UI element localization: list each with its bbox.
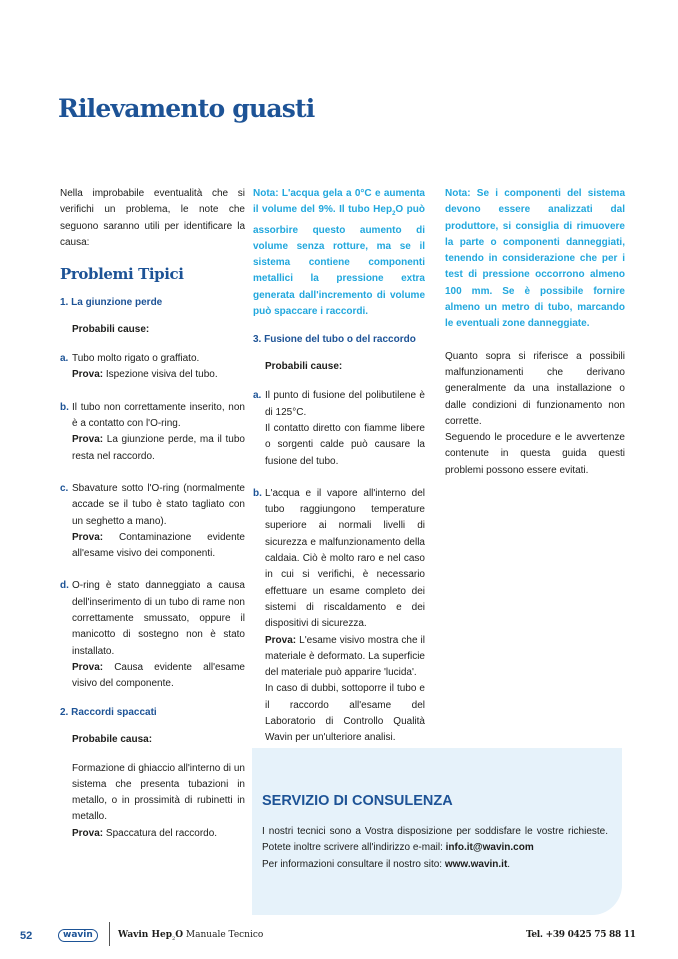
column-2 xyxy=(253,186,425,747)
causes-label: Probabili cause: xyxy=(72,324,150,336)
website-link[interactable]: www.wavin.it xyxy=(444,858,508,870)
closing-text: Quanto sopra si riferisce a possibili malfunzionamenti che derivano generalmente da una installazione o dalle condizioni di funzionamento non corrette. Seguendo le procedure e le avvertenze contenute in questa guida questi problemi possono essere evitati. xyxy=(445,350,625,476)
service-box xyxy=(252,748,622,915)
cause-ice: Formazione di ghiaccio all'interno di un sistema che presenta tubazioni in metallo, o in prossimità di rubinetti in metallo. Prova: Spaccatura del raccordo. xyxy=(72,762,245,839)
page-title: Rilevamento guasti xyxy=(58,94,315,123)
intro-text: Nella improbabile eventualità che si verifichi un problema, le note che seguono saranno utili per identificare la causa: xyxy=(60,188,245,248)
causes-label: Probabili cause: xyxy=(265,361,343,373)
note-analysis: Nota: Se i componenti del sistema devono essere analizzati dal produttore, si consiglia di rimuovere la parte o componenti danneggiati, tenendo in considerazione che per i test di pressione occorrono almeno 100 mm. Se è possibile fornire almeno un metro di tubo, marcando le eventuali zone danneggiate. xyxy=(445,188,625,330)
causes-label: Probabile causa: xyxy=(72,733,153,745)
service-text: I nostri tecnici sono a Vostra disposizione per soddisfare le vostre richieste. Potete inoltre scrivere all'indirizzo e-mail: info.it@wavin.com Per informazioni consultare il nostro sito: www.wavin.it. xyxy=(262,826,608,870)
service-title: SERVIZIO DI CONSULENZA xyxy=(262,793,453,809)
cause-c: c. Sbavature sotto l'O-ring (normalmente accade se il tubo è stato tagliato con un seghetto a mano). Prova: Contaminazione evidente all'esame visivo dei componenti. xyxy=(60,482,245,560)
cause-3b: b. L'acqua e il vapore all'interno del tubo raggiungono temperature superiore ai normali livelli di sicurezza e malfunzionamento della caldaia. Ciò è molto raro e nel caso in cui si verifichi, è necessario effettuare un esame completo dei sistemi di riscaldamento e dei dispositivi di sicurezza. Prova: L'esame visivo mostra che il materiale è deformato. La superficie del materiale può apparire 'lucida'. In caso di dubbi, sottoporre il tubo e il raccordo all'esame del Laboratorio di Controllo Qualità Wavin per un'ulteriore analisi. xyxy=(253,487,425,744)
cause-3a: a. Il punto di fusione del polibutilene è di 125°C. Il contatto diretto con fiamme libere o sorgenti calde può causare la fusione del tubo. xyxy=(253,390,425,467)
section-heading: Problemi Tipici xyxy=(60,265,184,284)
email-link[interactable]: info.it@wavin.com xyxy=(445,842,534,854)
column-3 xyxy=(445,186,625,479)
page-number: 52 xyxy=(20,930,33,942)
cause-a: a. Tubo molto rigato o graffiato. Prova: Ispezione visiva del tubo. xyxy=(60,353,218,381)
footer-phone: Tel. +39 0425 75 88 11 xyxy=(526,930,636,940)
cause-b: b. Il tubo non correttamente inserito, non è a contatto con l'O-ring. Prova: La giunzione perde, ma il tubo resta nel raccordo. xyxy=(60,401,245,462)
problem-3-heading: 3. Fusione del tubo o del raccordo xyxy=(253,334,416,346)
footer-divider xyxy=(109,922,110,946)
footer-product: Wavin Hep$_2$O Manuale Tecnico xyxy=(118,930,264,942)
column-1 xyxy=(60,186,245,842)
problem-2-heading: 2. Raccordi spaccati xyxy=(60,706,157,718)
wavin-logo: wavin xyxy=(58,929,98,942)
cause-d: d. O-ring è stato danneggiato a causa dell'inserimento di un tubo di rame non correttamente smussato, oppure il manicotto di sostegno non è stato installato. Prova: Causa evidente all'esame visivo del componente. xyxy=(60,580,245,690)
problem-1-heading: 1. La giunzione perde xyxy=(60,297,163,309)
note-freezing: Nota: L'acqua gela a 0°C e aumenta il volume del 9%. Il tubo Hep$_2$O può assorbire questo aumento di volume senza rotture, ma se il sistema contiene componenti metallici la pressione extra generata dall'incremento di volume può spaccare i raccordi. xyxy=(253,188,425,318)
